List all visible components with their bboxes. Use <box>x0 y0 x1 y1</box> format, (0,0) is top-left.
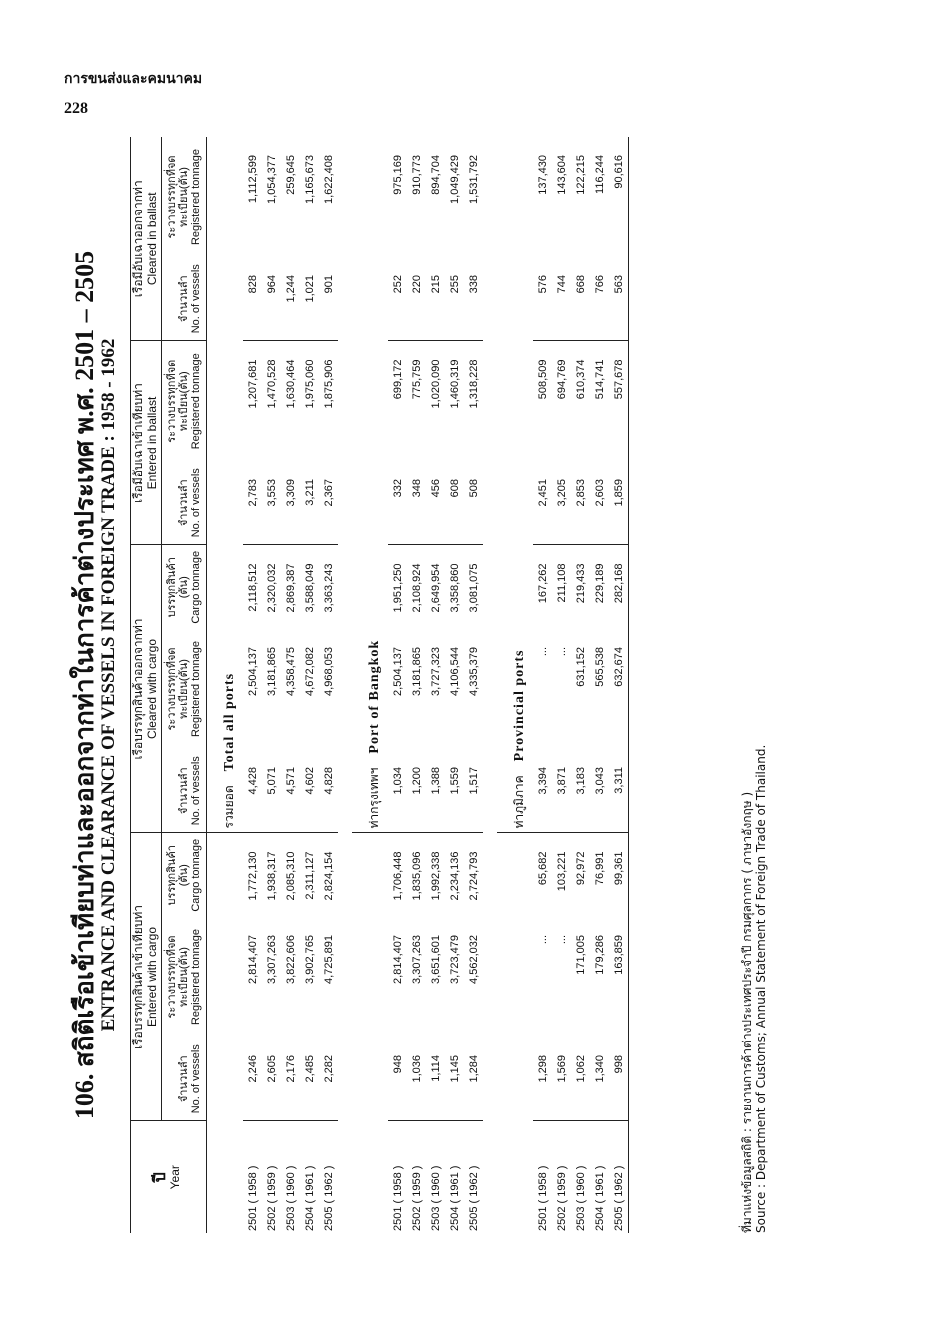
value-cell: 3,394 <box>533 749 552 833</box>
value-cell: 1,706,448 <box>391 851 404 901</box>
value-cell: 975,169 <box>391 155 404 195</box>
value-cell: 766 <box>590 257 609 341</box>
table-row <box>445 137 464 1233</box>
value-cell: 338 <box>464 257 483 341</box>
source-thai: ที่มาแห่งข้อมูลสถิติ : รายงานการค้าต่างประเทศประจำปี กรมศุลกากร ( ภาษาอังกฤษ ) <box>740 791 754 1233</box>
year-header: ปี Year <box>131 1121 207 1233</box>
value-cell: 608 <box>445 461 464 545</box>
table-row <box>262 137 281 1233</box>
value-cell: 2,311,127 <box>303 851 316 900</box>
value-cell: 668 <box>571 257 590 341</box>
value-cell: 964 <box>262 257 281 341</box>
value-cell: 699,172 <box>391 359 404 400</box>
value-cell: 3,902,765 <box>303 935 316 984</box>
section-label-thai: ท่ากรุงเทพฯ <box>367 767 381 829</box>
value-cell: 828 <box>243 257 262 341</box>
value-cell: 2,246 <box>243 1037 262 1121</box>
value-cell: 3,727,323 <box>429 647 442 696</box>
table-row <box>533 137 552 1233</box>
value-cell: 1,470,528 <box>265 359 278 409</box>
value-cell: 332 <box>388 461 407 545</box>
page-number: 228 <box>64 100 88 117</box>
value-cell: 1,054,377 <box>265 155 278 204</box>
value-cell: 3,651,601 <box>429 935 442 984</box>
value-cell: 219,433 <box>574 563 587 604</box>
value-cell: 1,284 <box>464 1037 483 1121</box>
col-vessels: จำนวนลำ No. of vessels <box>162 749 207 833</box>
value-cell: 4,358,475 <box>284 647 297 696</box>
value-cell: 610,374 <box>574 359 587 400</box>
value-cell: 252 <box>388 257 407 341</box>
section-header <box>497 137 533 1233</box>
value-cell: 2,176 <box>281 1037 300 1121</box>
col-registered: ระวางบรรทุกที่จดทะเบียน(ตัน) Registered tonnage <box>162 341 207 461</box>
year-cell: 2502 ( 1959 ) <box>555 1165 568 1231</box>
value-cell: 76,991 <box>593 851 606 886</box>
value-cell: 910,773 <box>410 155 423 195</box>
rotated-table-page <box>60 125 810 1245</box>
value-cell: 2,783 <box>243 461 262 545</box>
table-row <box>300 137 319 1233</box>
value-cell: 565,538 <box>593 647 606 687</box>
value-cell: 1,021 <box>300 257 319 341</box>
value-cell: 211,108 <box>555 563 568 603</box>
ministry-header: การขนส่งและคมนาคม <box>64 71 203 87</box>
value-cell: 1,165,673 <box>303 155 316 204</box>
year-cell: 2501 ( 1958 ) <box>246 1165 259 1231</box>
value-cell: 220 <box>407 257 426 341</box>
value-cell: 1,569 <box>552 1037 571 1121</box>
value-cell: 1,020,090 <box>429 359 442 409</box>
value-cell: 2,814,407 <box>391 935 404 984</box>
year-cell: 2505 ( 1962 ) <box>612 1165 625 1231</box>
group-entered-ballast: เรือมีอับเฉาเข้าเทียบท่า Entered in ballast <box>131 341 162 545</box>
value-cell: 1,062 <box>571 1037 590 1121</box>
value-cell: 4,428 <box>243 749 262 833</box>
year-cell: 2502 ( 1959 ) <box>265 1165 278 1231</box>
value-cell: ... <box>536 935 549 945</box>
value-cell: 894,704 <box>429 155 442 195</box>
col-registered: ระวางบรรทุกที่จดทะเบียน(ตัน) Registered tonnage <box>162 629 207 749</box>
value-cell: 901 <box>319 257 338 341</box>
value-cell: 3,311 <box>609 749 629 833</box>
value-cell: 179,286 <box>593 935 606 975</box>
value-cell: 2,282 <box>319 1037 338 1121</box>
value-cell: 4,562,032 <box>467 935 480 984</box>
value-cell: 3,822,606 <box>284 935 297 984</box>
value-cell: 508,509 <box>536 359 549 400</box>
value-cell: 99,361 <box>612 851 625 886</box>
section-label-thai: รวมยอด <box>222 785 236 829</box>
group-cleared-cargo: เรือบรรทุกสินค้าออกจากท่า Cleared with cargo <box>131 545 162 833</box>
value-cell: 4,828 <box>319 749 338 833</box>
value-cell: 1,772,130 <box>246 851 259 901</box>
table-body <box>207 137 629 1233</box>
value-cell: 1,036 <box>407 1037 426 1121</box>
value-cell: 1,630,464 <box>284 359 297 409</box>
value-cell: 3,588,049 <box>303 563 316 613</box>
section-label-english: Port of Bangkok <box>367 639 382 754</box>
col-registered: ระวางบรรทุกที่จดทะเบียน(ตัน) Registered tonnage <box>162 137 207 257</box>
table-row <box>281 137 300 1233</box>
section-label-english: Provincial ports <box>512 649 527 762</box>
value-cell: 3,307,263 <box>410 935 423 984</box>
value-cell: 215 <box>426 257 445 341</box>
section-label-english: Total all ports <box>222 672 237 772</box>
value-cell: 3,043 <box>590 749 609 833</box>
value-cell: 456 <box>426 461 445 545</box>
value-cell: 3,211 <box>300 461 319 545</box>
table-row <box>407 137 426 1233</box>
table-row <box>464 137 483 1233</box>
value-cell: 948 <box>388 1037 407 1121</box>
source-english: Source : Department of Customs; Annual Statement of Foreign Trade of Thailand. <box>754 744 768 1233</box>
year-cell: 2504 ( 1961 ) <box>593 1165 606 1231</box>
value-cell: 1,517 <box>464 749 483 833</box>
value-cell: 3,363,243 <box>322 563 335 613</box>
value-cell: 1,531,792 <box>467 155 480 204</box>
table-row <box>426 137 445 1233</box>
value-cell: 171,005 <box>574 935 587 975</box>
value-cell: 2,603 <box>590 461 609 545</box>
year-cell: 2501 ( 1958 ) <box>536 1165 549 1231</box>
table-row <box>388 137 407 1233</box>
col-vessels: จำนวนลำ No. of vessels <box>162 1037 207 1121</box>
value-cell: 282,168 <box>612 563 625 604</box>
value-cell: 4,335,379 <box>467 647 480 696</box>
value-cell: 1,340 <box>590 1037 609 1121</box>
col-vessels: จำนวนลำ No. of vessels <box>162 461 207 545</box>
value-cell: 3,205 <box>552 461 571 545</box>
value-cell: 1,859 <box>609 461 629 545</box>
value-cell: 2,367 <box>319 461 338 545</box>
value-cell: 4,571 <box>281 749 300 833</box>
value-cell: 259,645 <box>284 155 297 195</box>
value-cell: 103,221 <box>555 851 568 892</box>
value-cell: 4,602 <box>300 749 319 833</box>
section-header <box>352 137 388 1233</box>
value-cell: 3,358,860 <box>448 563 461 613</box>
col-cargo: บรรทุกสินค้า (ตัน) Cargo tonnage <box>162 545 207 629</box>
year-cell: 2504 ( 1961 ) <box>448 1165 461 1231</box>
value-cell: 2,234,136 <box>448 851 461 901</box>
value-cell: 229,189 <box>593 563 606 604</box>
title-english: ENTRANCE AND CLEARANCE OF VESSELS IN FOREIGN TRADE : 1958 - 1962 <box>98 338 119 1032</box>
value-cell: 514,741 <box>593 359 606 400</box>
group-cleared-ballast: เรือมีอับเฉาออกจากท่า Cleared in ballast <box>131 137 162 341</box>
value-cell: 3,309 <box>281 461 300 545</box>
value-cell: 775,759 <box>410 359 423 400</box>
value-cell: 1,951,250 <box>391 563 404 613</box>
value-cell: 122,215 <box>574 155 587 195</box>
value-cell: 2,320,032 <box>265 563 278 613</box>
year-cell: 2504 ( 1961 ) <box>303 1165 316 1231</box>
value-cell: 2,724,793 <box>467 851 480 901</box>
value-cell: 744 <box>552 257 571 341</box>
value-cell: 1,975,060 <box>303 359 316 409</box>
value-cell: 1,049,429 <box>448 155 461 204</box>
value-cell: 2,649,954 <box>429 563 442 613</box>
value-cell: 2,085,310 <box>284 851 297 901</box>
value-cell: 137,430 <box>536 155 549 195</box>
value-cell: 1,200 <box>407 749 426 833</box>
value-cell: 631,152 <box>574 647 587 687</box>
value-cell: 2,504,137 <box>391 647 404 696</box>
value-cell: 1,207,681 <box>246 359 259 409</box>
value-cell: 1,298 <box>533 1037 552 1121</box>
value-cell: 3,723,479 <box>448 935 461 984</box>
value-cell: 1,622,408 <box>322 155 335 204</box>
table-row <box>609 137 629 1233</box>
year-cell: 2503 ( 1960 ) <box>284 1165 297 1231</box>
section-label-thai: ท่าภูมิภาค <box>512 775 526 829</box>
value-cell: 3,307,263 <box>265 935 278 984</box>
year-cell: 2502 ( 1959 ) <box>410 1165 423 1231</box>
value-cell: 1,244 <box>281 257 300 341</box>
year-cell: 2503 ( 1960 ) <box>429 1165 442 1231</box>
value-cell: 2,869,387 <box>284 563 297 613</box>
table-row <box>590 137 609 1233</box>
value-cell: 167,262 <box>536 563 549 604</box>
table-row <box>552 137 571 1233</box>
value-cell: 3,871 <box>552 749 571 833</box>
value-cell: 1,145 <box>445 1037 464 1121</box>
value-cell: 3,181,865 <box>265 647 278 696</box>
value-cell: 1,460,319 <box>448 359 461 409</box>
value-cell: 2,485 <box>300 1037 319 1121</box>
value-cell: 3,183 <box>571 749 590 833</box>
value-cell: 2,451 <box>533 461 552 545</box>
value-cell: 2,108,924 <box>410 563 423 613</box>
value-cell: 5,071 <box>262 749 281 833</box>
value-cell: 1,875,906 <box>322 359 335 409</box>
value-cell: 694,769 <box>555 359 568 400</box>
year-cell: 2503 ( 1960 ) <box>574 1165 587 1231</box>
value-cell: ... <box>555 647 568 657</box>
value-cell: 1,938,317 <box>265 851 278 901</box>
section-header <box>207 137 244 1233</box>
value-cell: 563 <box>609 257 629 341</box>
value-cell: 2,504,137 <box>246 647 259 696</box>
col-vessels: จำนวนลำ No. of vessels <box>162 257 207 341</box>
value-cell: 3,081,075 <box>467 563 480 613</box>
value-cell: 1,034 <box>388 749 407 833</box>
value-cell: 1,318,228 <box>467 359 480 409</box>
value-cell: 1,835,096 <box>410 851 423 901</box>
value-cell: 90,616 <box>612 155 625 189</box>
value-cell: 1,992,338 <box>429 851 442 901</box>
value-cell: 2,853 <box>571 461 590 545</box>
value-cell: 3,181,865 <box>410 647 423 696</box>
value-cell: 116,244 <box>593 155 606 194</box>
value-cell: 143,604 <box>555 155 568 195</box>
value-cell: ... <box>536 647 549 657</box>
value-cell: 998 <box>609 1037 629 1121</box>
group-entered-cargo: เรือบรรทุกสินค้าเข้าเทียบท่า Entered with cargo <box>131 833 162 1121</box>
value-cell: 2,824,154 <box>322 851 335 901</box>
value-cell: 4,106,544 <box>448 647 461 696</box>
value-cell: 255 <box>445 257 464 341</box>
value-cell: 576 <box>533 257 552 341</box>
col-cargo: บรรทุกสินค้า (ตัน) Cargo tonnage <box>162 833 207 917</box>
value-cell: 2,605 <box>262 1037 281 1121</box>
value-cell: 1,112,599 <box>246 155 259 204</box>
year-cell: 2501 ( 1958 ) <box>391 1165 404 1231</box>
value-cell: 3,553 <box>262 461 281 545</box>
title-thai: 106. สถิติเรือเข้าเทียบท่าและออกจากท่าในการค้าต่างประเทศ พ.ศ. 2501 – 2505 <box>70 250 99 1120</box>
value-cell: 508 <box>464 461 483 545</box>
vessels-table <box>130 137 629 1233</box>
value-cell: 4,725,891 <box>322 935 335 984</box>
col-registered: ระวางบรรทุกที่จดทะเบียน(ตัน) Registered tonnage <box>162 917 207 1037</box>
year-cell: 2505 ( 1962 ) <box>322 1165 335 1231</box>
value-cell: 65,682 <box>536 851 549 886</box>
value-cell: 92,972 <box>574 851 587 886</box>
table-row <box>571 137 590 1233</box>
value-cell: 2,118,512 <box>246 563 259 612</box>
table-row <box>243 137 262 1233</box>
value-cell: 4,968,053 <box>322 647 335 696</box>
value-cell: ... <box>555 935 568 945</box>
value-cell: 1,559 <box>445 749 464 833</box>
value-cell: 4,672,082 <box>303 647 316 696</box>
value-cell: 2,814,407 <box>246 935 259 984</box>
value-cell: 557,678 <box>612 359 625 400</box>
value-cell: 1,114 <box>426 1037 445 1121</box>
value-cell: 632,674 <box>612 647 625 687</box>
value-cell: 1,388 <box>426 749 445 833</box>
value-cell: 163,859 <box>612 935 625 975</box>
value-cell: 348 <box>407 461 426 545</box>
table-row <box>319 137 338 1233</box>
year-cell: 2505 ( 1962 ) <box>467 1165 480 1231</box>
